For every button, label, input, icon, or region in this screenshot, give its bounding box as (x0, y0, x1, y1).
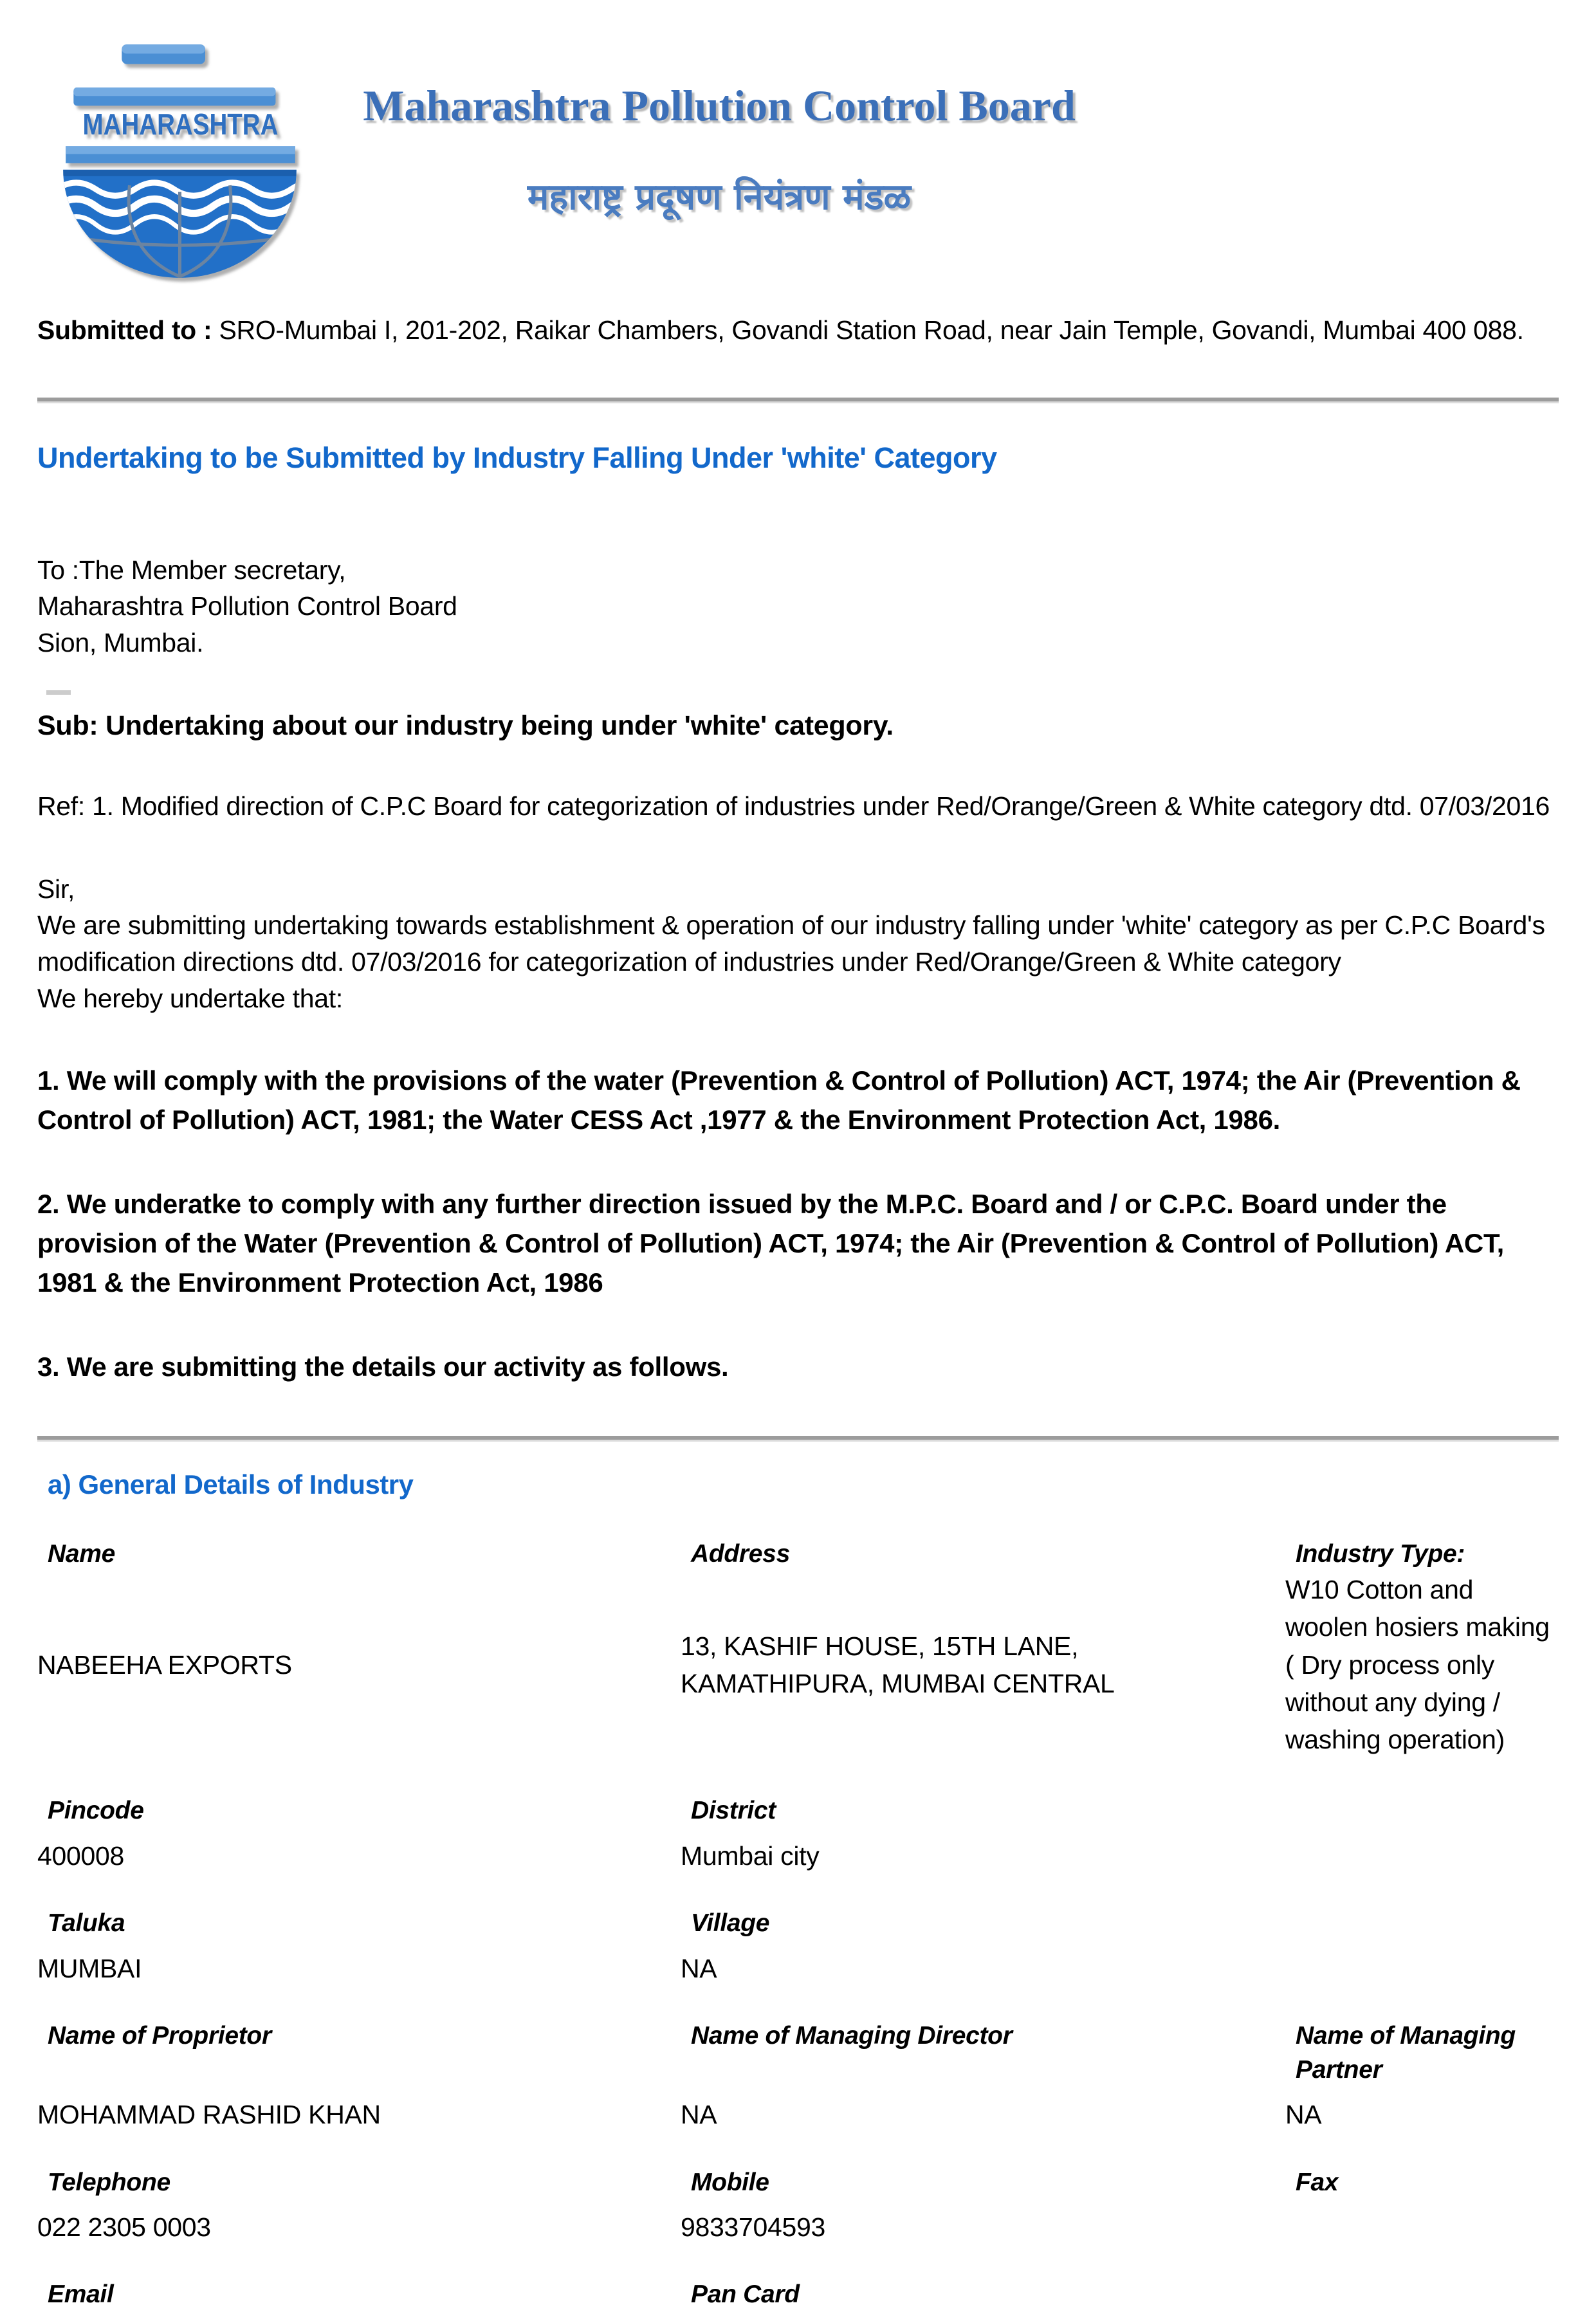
field-village-value: NA (681, 1953, 717, 1983)
header (37, 35, 1559, 286)
field-name-value: NABEEHA EXPORTS (37, 1649, 292, 1680)
field-district-value: Mumbai city (681, 1840, 820, 1871)
field-taluka-label: Taluka (48, 1909, 125, 1938)
general-details-table (37, 1537, 1559, 2321)
recipient-line: To :The Member secretary, (37, 555, 346, 585)
field-telephone-label: Telephone (48, 2168, 170, 2196)
field-address-label: Address (691, 1539, 790, 1568)
point-2: 2. We underatke to comply with any further direction issued by the M.P.C. Board and / or C.P.C. Board under the provision of the Water (Prevention & Control of Pollution) ACT, 1974; the Air (Prevention & Control of Pollution) ACT, 1981 & the Environment Protection Act, 1986 (37, 1188, 1505, 1298)
field-pincode (37, 1794, 681, 1875)
field-mobile-label: Mobile (691, 2168, 769, 2196)
divider-top (37, 398, 1559, 401)
details-row-pincode-district (37, 1794, 1559, 1875)
body-paragraph: We hereby undertake that: (37, 983, 343, 1013)
field-name (37, 1537, 681, 1759)
field-village (681, 1907, 1285, 1987)
field-managing-director (681, 2019, 1285, 2134)
details-row-contact (37, 2166, 1559, 2246)
field-proprietor (37, 2019, 681, 2134)
field-telephone-value: 022 2305 0003 (37, 2212, 211, 2243)
field-proprietor-label: Name of Proprietor (48, 2022, 271, 2050)
field-name-label: Name (48, 1539, 116, 1568)
logo-maharashtra-text: MAHARASHTRA (82, 107, 279, 141)
field-fax-label: Fax (1296, 2168, 1339, 2196)
field-pan-card-label: Pan Card (691, 2280, 800, 2309)
undertaking-heading: Undertaking to be Submitted by Industry Falling Under 'white' Category (37, 441, 997, 474)
details-row-email-pan (37, 2278, 1559, 2321)
submitted-to-line (37, 312, 1559, 349)
mpcb-logo-icon (57, 35, 304, 283)
salutation: Sir, (37, 874, 75, 904)
field-taluka-value: MUMBAI (37, 1953, 142, 1983)
recipient-line: Sion, Mumbai. (37, 627, 204, 657)
field-name-value-wrap (37, 1571, 681, 1758)
field-managing-partner-value: NA (1285, 2100, 1322, 2130)
recipient-address-block (37, 552, 1559, 661)
field-district (681, 1794, 1285, 1875)
submitted-to-label: Submitted to : (37, 315, 212, 345)
details-row-proprietor (37, 2019, 1559, 2134)
mpcb-logo (37, 35, 314, 286)
body-paragraph: We are submitting undertaking towards establishment & operation of our industry falling under 'white' category as per C.P.C Board's modification directions dtd. 07/03/2016 for categorization of industries under Red/Orange/Green & White category (37, 910, 1545, 977)
divider-details (37, 1436, 1559, 1440)
field-pincode-value: 400008 (37, 1840, 125, 1871)
field-industry-type-value: W10 Cotton and woolen hosiers making ( Dry process only without any dying / washing operation) (1285, 1575, 1550, 1755)
field-address-value: 13, KASHIF HOUSE, 15TH LANE, KAMATHIPURA, MUMBAI CENTRAL (681, 1631, 1115, 1698)
reference-line: Ref: 1. Modified direction of C.P.C Board for categorization of industries under Red/Orange/Green & White category dtd. 07/03/2016 (37, 791, 1550, 821)
field-district-label: District (691, 1797, 776, 1825)
field-industry-type (1285, 1537, 1559, 1759)
board-title-devanagari: महाराष्ट्र प्रदूषण नियंत्रण मंडळ (527, 176, 912, 218)
field-managing-partner (1285, 2019, 1559, 2134)
field-pan-card (681, 2278, 1285, 2321)
field-email (37, 2278, 681, 2321)
field-address (681, 1537, 1285, 1759)
field-empty (1285, 2278, 1559, 2321)
recipient-line: Maharashtra Pollution Control Board (37, 591, 457, 621)
field-village-label: Village (691, 1909, 770, 1938)
general-details-heading: a) General Details of Industry (48, 1469, 414, 1500)
details-row-taluka-village (37, 1907, 1559, 1987)
field-empty (1285, 1907, 1559, 1987)
field-pincode-label: Pincode (48, 1797, 144, 1825)
details-row-name-address-type (37, 1537, 1559, 1759)
submitted-to-text: SRO-Mumbai I, 201-202, Raikar Chambers, Govandi Station Road, near Jain Temple, Govandi, Mumbai 400 088. (212, 315, 1524, 345)
field-taluka (37, 1907, 681, 1987)
field-industry-type-label: Industry Type: (1296, 1539, 1465, 1568)
field-empty (1285, 1794, 1559, 1875)
field-mobile (681, 2166, 1285, 2246)
undertaking-points (37, 1061, 1559, 1386)
point-3: 3. We are submitting the details our activity as follows. (37, 1351, 729, 1382)
field-managing-director-label: Name of Managing Director (691, 2022, 1013, 2050)
board-title-english: Maharashtra Pollution Control Board (363, 81, 1076, 130)
field-telephone (37, 2166, 681, 2246)
field-email-label: Email (48, 2280, 114, 2309)
field-proprietor-value: MOHAMMAD RASHID KHAN (37, 2100, 381, 2130)
subject-line: Sub: Undertaking about our industry being under 'white' category. (37, 710, 894, 742)
field-managing-director-value: NA (681, 2100, 717, 2130)
logo-top-bar-highlight (122, 44, 205, 53)
letter-body (37, 871, 1559, 1016)
header-titles (314, 35, 1124, 220)
field-fax (1285, 2166, 1559, 2246)
point-1: 1. We will comply with the provisions of the water (Prevention & Control of Pollution) ACT, 1974; the Air (Prevention & Control of Pollution) ACT, 1981; the Water CESS Act ,1977 & the Environment Protection Act, 1986. (37, 1065, 1521, 1135)
field-managing-partner-label: Name of Managing Partner (1296, 2022, 1516, 2084)
logo-second-bar-highlight (73, 87, 275, 96)
field-address-value-wrap (681, 1571, 1285, 1758)
logo-rim-bar-highlight (66, 146, 295, 154)
field-mobile-value: 9833704593 (681, 2212, 826, 2243)
small-dash-artifact (46, 690, 71, 695)
